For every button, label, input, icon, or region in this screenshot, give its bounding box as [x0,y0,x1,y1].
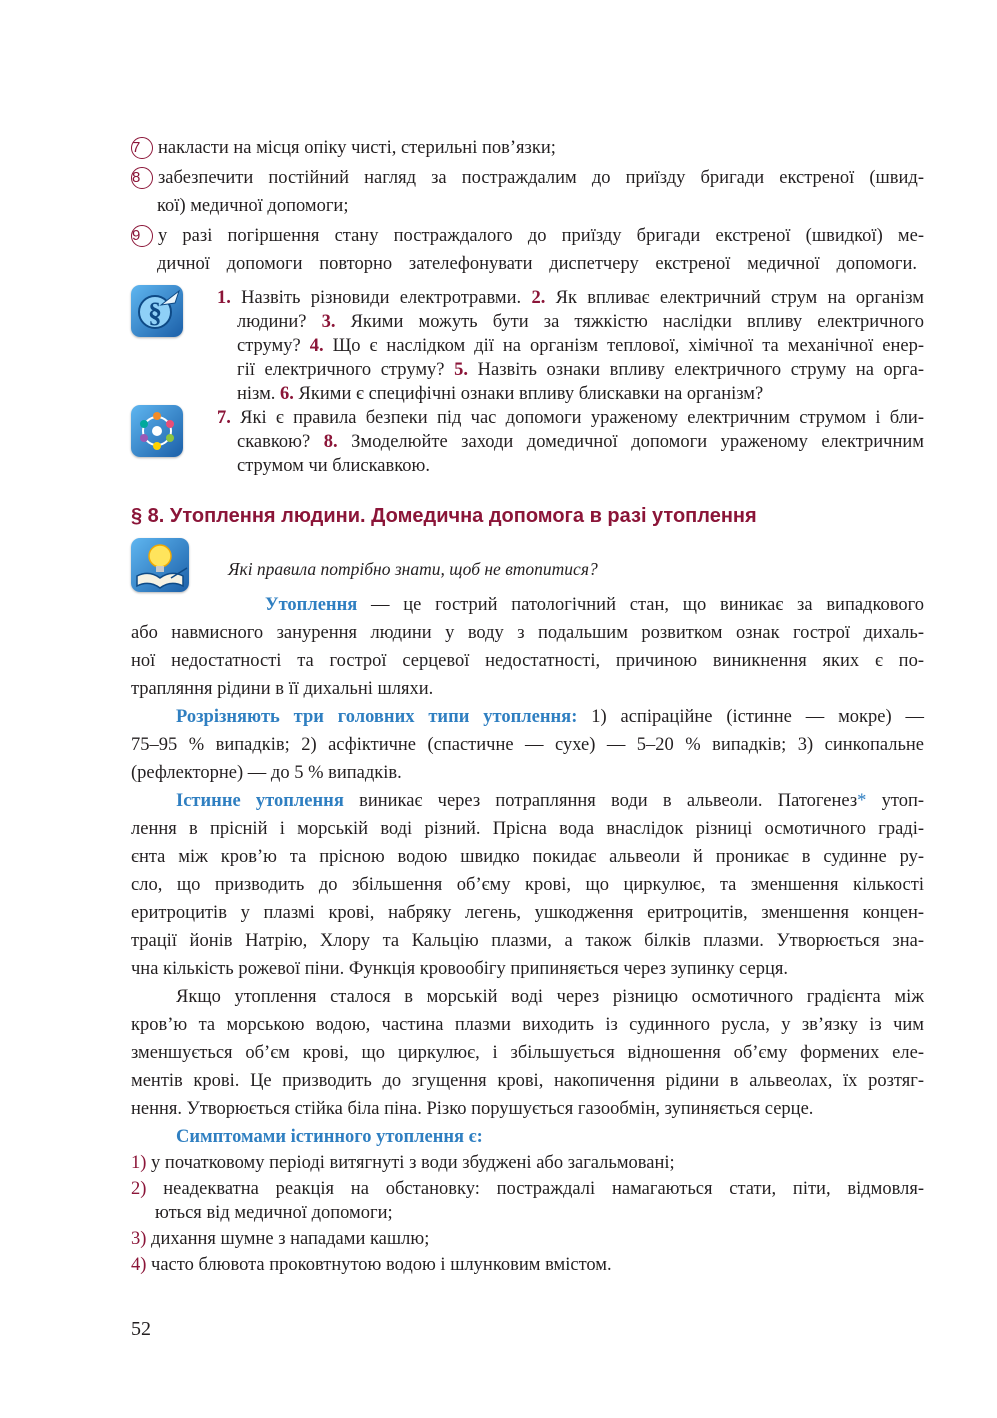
paragraph-line: лення в прісній і морській воді різний. Прісна вода внаслідок різниці осмотичного граді- [131,819,924,839]
paragraph-line: трації йонів Натрію, Хлору та Кальцію плазми, а також білків плазми. Утворюється зна- [131,931,924,951]
paragraph-line [176,706,924,728]
paragraph-line: (рефлекторне) — до 5 % випадків. [131,763,402,783]
paragraph-line: сло, що призводить до збільшення об’єму крові, що циркулює, та зменшення кількості [131,875,924,895]
question-number: 4. [309,336,324,356]
question-text: Якими є специфічні ознаки впливу блискавки на організм? [298,384,764,404]
list-item [131,225,924,247]
question-text: скавкою? [237,432,311,452]
paragraph-line: нення. Утворюється стійка біла піна. Різко порушується газообмін, зупиняється серце. [131,1099,814,1119]
list-text: кої) медичної допомоги; [157,196,349,216]
list-number: 3) [131,1229,147,1249]
question-text: Назвіть ознаки впливу електричного струму на орга- [477,360,925,380]
circled-number: 8 [131,167,153,189]
circled-number: 9 [131,225,153,247]
list-text: у разі погіршення стану постраждалого до приїзду бригади екстреної (швидкої) ме- [158,226,924,246]
section-question: Які правила потрібно знати, щоб не втопитися? [228,559,598,579]
term: Утоплення [265,595,358,615]
circled-number: 7 [131,137,153,159]
question-text: нізм. [237,384,276,404]
question-line [237,431,924,453]
question-line [237,359,924,381]
question-text: гії електричного струму? [237,360,445,380]
list-item [131,1254,612,1276]
paragraph-line: трапляння рідини в її дихальні шляхи. [131,679,434,699]
question-number: 1. [217,288,231,308]
paragraph-line: ної недостатності та гострої серцевої недостатності, причиною виникнення яких є по- [131,651,924,671]
list-item [131,1228,429,1250]
paragraph-line: єнта між кров’ю та прісною водою швидко покидає альвеоли й проникає в судинне ру- [131,847,924,867]
question-line [237,311,924,333]
question-text: людини? [237,312,307,332]
list-number: 4) [131,1255,147,1275]
paragraph-text: — це гострий патологічний стан, що виникає за випадкового [371,595,925,615]
term: Істинне утоплення [176,791,344,811]
page-number: 52 [131,1318,151,1340]
paragraph-text: 1) аспіраційне (істинне — мокре) — [591,707,925,727]
question-line [217,287,924,309]
question-number: 3. [321,312,336,332]
paragraph-line: еритроцитів у плазмі крові, набряку легень, ушкодження еритроцитів, зменшення концен- [131,903,924,923]
paragraph-line: зменшується об’єм крові, що циркулює, і збільшується відношення об’єму формених еле- [131,1043,924,1063]
question-text: Що є наслідком дії на організм теплової, хімічної та механічної енер- [332,336,924,356]
question-number: 5. [454,360,468,380]
paragraph-line [176,790,924,812]
list-item [131,1152,675,1174]
section-title: § 8. Утоплення людини. Домедична допомога в разі утоплення [131,505,757,527]
paragraph-line: або навмисного занурення людини у воду з подальшим розвитком ознак гострої дихаль- [131,623,924,643]
question-number: 8. [323,432,338,452]
list-item [131,167,924,189]
list-text: дичної допомоги повторно зателефонувати диспетчеру екстреної медичної допомоги. [157,254,917,274]
paragraph-line: 75–95 % випадків; 2) асфіктичне (спастичне — сухе) — 5–20 % випадків; 3) синкопальне [131,735,924,755]
list-text: часто блювота проковтнутою водою і шлунковим вмістом. [151,1255,612,1275]
model-icon [131,405,183,457]
paragraph-line [265,594,924,616]
paragraph-line: кров’ю та морською водою, частина плазми виходить із судинного русла, у зв’язку із чим [131,1015,924,1035]
lightbulb-book-icon [131,538,189,592]
question-text: Назвіть різновиди електротравми. [241,288,522,308]
paragraph-line: чна кількість рожевої піни. Функція кровообігу припиняється через зупинку серця. [131,959,788,979]
paragraph-line: Якщо утоплення сталося в морській воді через різницю осмотичного градієнта між [176,987,924,1007]
question-text: Якими можуть бути за тяжкістю наслідки впливу електричного [350,312,924,332]
question-text: струмом чи блискавкою. [237,456,430,476]
list-text: ються від медичної допомоги; [155,1203,393,1223]
question-number: 7. [217,408,231,428]
list-item [131,1178,924,1200]
list-item [131,137,611,159]
list-number: 1) [131,1153,147,1173]
paragraph-text: утоп- [881,791,925,811]
svg-text:§: § [148,298,162,329]
question-line [217,407,924,429]
question-number: 2. [531,288,546,308]
footnote-mark: * [857,791,867,811]
list-text: у початковому періоді витягнуті з води збуджені або загальмовані; [151,1153,675,1173]
question-text: струму? [237,336,301,356]
question-line [237,335,924,357]
question-text: Змоделюйте заходи домедичної допомоги ураженому електричним [351,432,924,452]
question-line [237,383,763,405]
paragraph-text: виникає через потрапляння води в альвеоли. Патогенез [359,791,858,811]
list-text: дихання шумне з нападами кашлю; [151,1229,430,1249]
symptoms-title: Симптомами істинного утоплення є: [176,1127,483,1147]
question-number: 6. [280,384,294,404]
list-text: неадекватна реакція на обстановку: постраждалі намагаються стати, піти, відмовля- [163,1179,924,1199]
list-number: 2) [131,1179,147,1199]
list-text: забезпечити постійний нагляд за постраждалим до приїзду бригади екстреної (швид- [158,168,924,188]
question-text: Які є правила безпеки під час допомоги ураженому електричним струмом і бли- [240,408,924,428]
list-text: накласти на місця опіку чисті, стерильні пов’язки; [158,138,556,158]
quiz-icon [131,285,183,337]
term: Розрізняють три головних типи утоплення: [176,707,578,727]
question-text: Як впливає електричний струм на організм [555,288,925,308]
paragraph-line: ментів крові. Це призводить до згущення крові, накопичення рідини в альвеолах, їх розтяг- [131,1071,924,1091]
